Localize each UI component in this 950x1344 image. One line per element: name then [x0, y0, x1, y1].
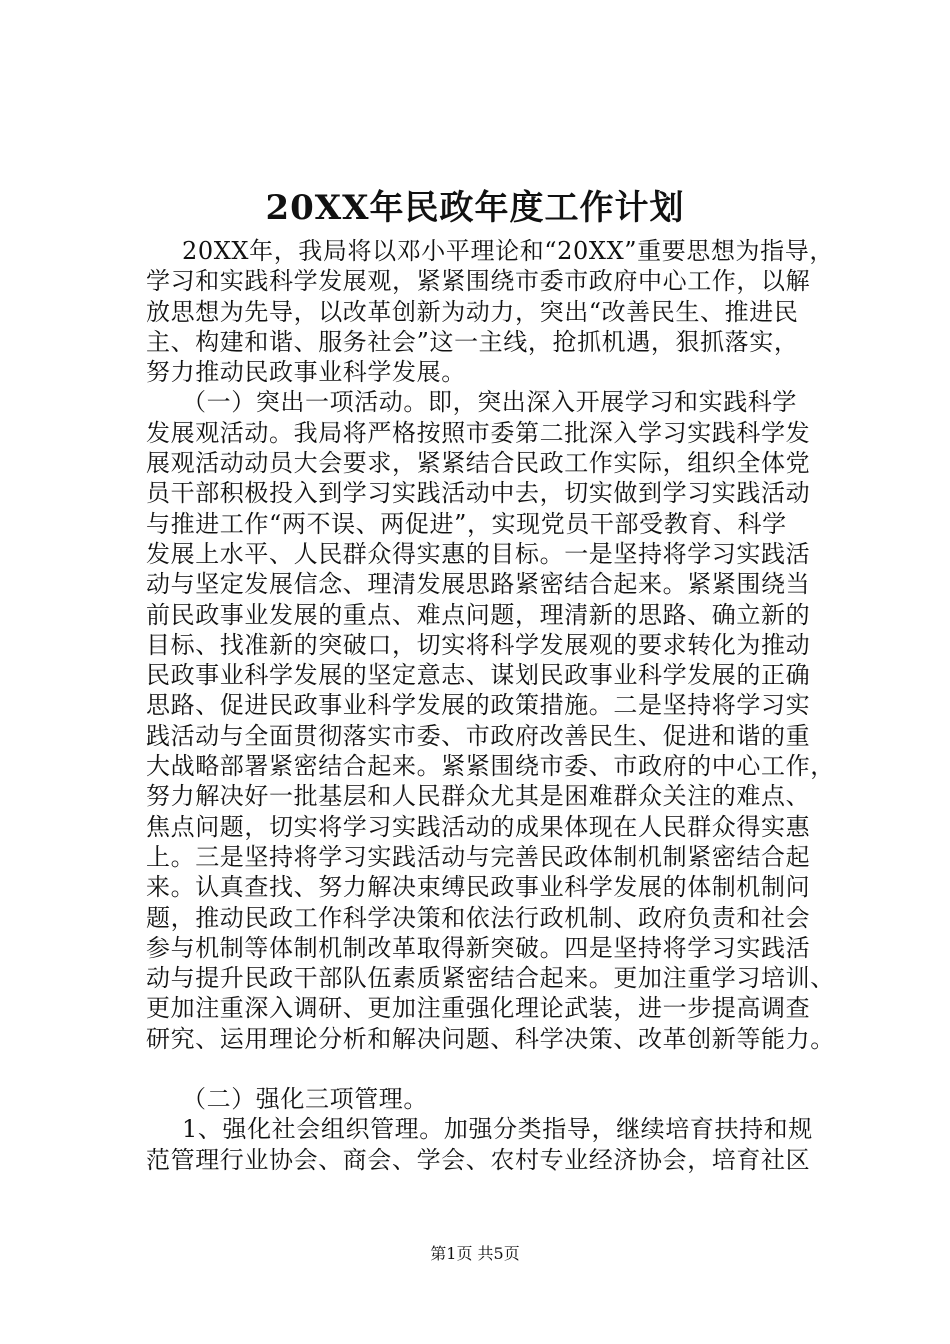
paragraph-line: 前民政事业发展的重点、难点问题，理清新的思路、确立新的: [146, 600, 811, 629]
paragraph-line: 努力解决好一批基层和人民群众尤其是困难群众关注的难点、: [146, 782, 811, 811]
paragraph-line: 放思想为先导，以改革创新为动力，突出“改善民生、推进民: [146, 297, 799, 326]
paragraph-line: 范管理行业协会、商会、学会、农村专业经济协会，培育社区: [146, 1145, 811, 1174]
paragraph-line: 动与提升民政干部队伍素质紧密结合起来。更加注重学习培训、: [146, 964, 835, 993]
paragraph-line: 发展上水平、人民群众得实惠的目标。一是坚持将学习实践活: [146, 539, 811, 568]
paragraph-1: [146, 236, 846, 387]
paragraph-line: 学习和实践科学发展观，紧紧围绕市委市政府中心工作，以解: [146, 267, 811, 296]
paragraph-line: 动与坚定发展信念、理清发展思路紧密结合起来。紧紧围绕当: [146, 570, 811, 599]
paragraph-line: 更加注重深入调研、更加注重强化理论武装，进一步提高调查: [146, 994, 811, 1023]
document-title: 20XX年民政年度工作计划: [265, 188, 685, 228]
paragraph-line: 发展观活动。我局将严格按照市委第二批深入学习实践科学发: [146, 418, 811, 447]
paragraph-2: [146, 387, 846, 1054]
paragraph-line: 目标、找准新的突破口，切实将科学发展观的要求转化为推动: [146, 630, 811, 659]
paragraph-line: 参与机制等体制机制改革取得新突破。四是坚持将学习实践活: [146, 933, 811, 962]
paragraph-line: 践活动与全面贯彻落实市委、市政府改善民生、促进和谐的重: [146, 721, 811, 750]
paragraph-line: 1、强化社会组织管理。加强分类指导，继续培育扶持和规: [182, 1115, 813, 1144]
paragraph-4: [146, 1114, 846, 1175]
paragraph-line: 焦点问题，切实将学习实践活动的成果体现在人民群众得实惠: [146, 812, 811, 841]
paragraph-line: 上。三是坚持将学习实践活动与完善民政体制机制紧密结合起: [146, 842, 811, 871]
paragraph-line: （二）强化三项管理。: [182, 1085, 428, 1114]
paragraph-line: 展观活动动员大会要求，紧紧结合民政工作实际，组织全体党: [146, 449, 811, 478]
paragraph-line: 员干部积极投入到学习实践活动中去，切实做到学习实践活动: [146, 479, 811, 508]
document-body: [146, 236, 846, 1175]
paragraph-line: （一）突出一项活动。即，突出深入开展学习和实践科学: [182, 388, 797, 417]
paragraph-line: 来。认真查找、努力解决束缚民政事业科学发展的体制机制问: [146, 873, 811, 902]
paragraph-line: 研究、运用理论分析和解决问题、科学决策、改革创新等能力。: [146, 1024, 835, 1053]
paragraph-line: 题，推动民政工作科学决策和依法行政机制、政府负责和社会: [146, 903, 811, 932]
paragraph-line: 主、构建和谐、服务社会”这一主线，抢抓机遇，狠抓落实，: [146, 327, 799, 356]
paragraph-gap: [146, 1054, 846, 1084]
paragraph-line: 民政事业科学发展的坚定意志、谋划民政事业科学发展的正确: [146, 661, 811, 690]
paragraph-line: 20XX年，我局将以邓小平理论和“20XX”重要思想为指导，: [182, 237, 834, 265]
paragraph-line: 大战略部署紧密结合起来。紧紧围绕市委、市政府的中心工作，: [146, 752, 835, 781]
paragraph-line: 与推进工作“两不误、两促进”，实现党员干部受教育、科学: [146, 509, 787, 538]
paragraph-3: [146, 1084, 846, 1114]
page-number: 第1页 共5页: [430, 1244, 520, 1263]
paragraph-line: 努力推动民政事业科学发展。: [146, 358, 466, 387]
paragraph-line: 思路、促进民政事业科学发展的政策措施。二是坚持将学习实: [146, 691, 811, 720]
